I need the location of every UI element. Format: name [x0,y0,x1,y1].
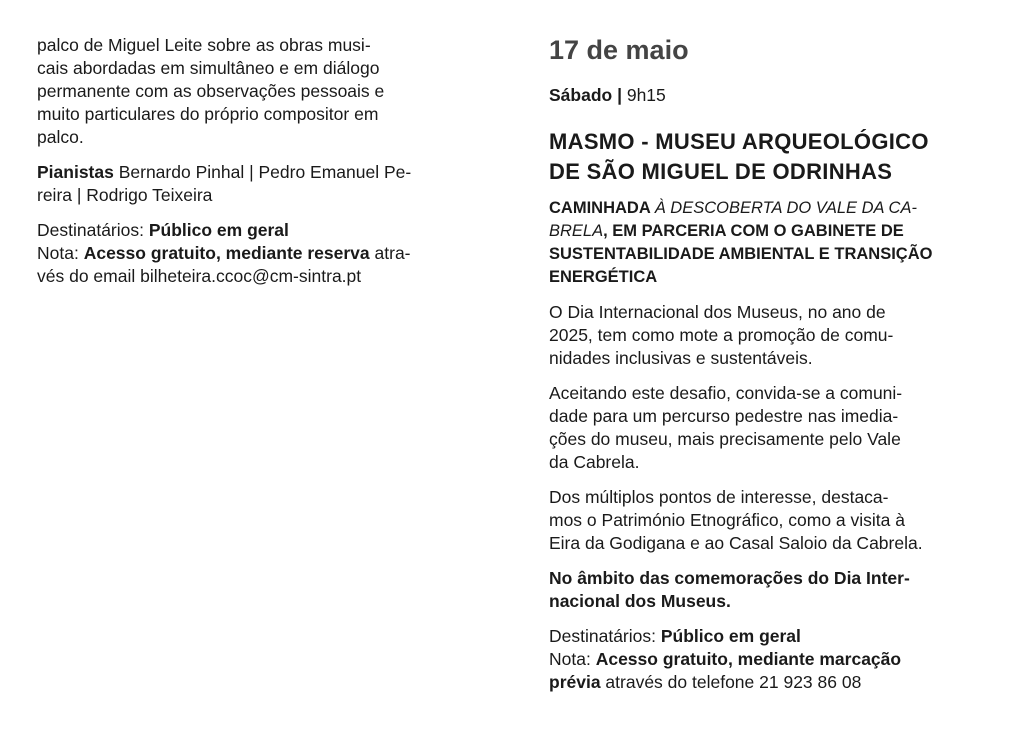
note-bold: Acesso gratuito, mediante marcação [595,649,902,669]
pianists-line [37,161,475,184]
text-line: Aceitando este desafio, convida-se a comuni- [549,383,903,403]
pianists-paragraph [37,161,475,207]
text-line: dade para um percurso pedestre nas imedia- [549,406,899,426]
text-line: mos o Património Etnográfico, como a visita à [549,510,905,530]
intro-paragraph [37,34,475,149]
text-line: ções do museu, mais precisamente pelo Vale [549,429,901,449]
text-line: palco. [37,127,84,147]
note-bold: Acesso gratuito, mediante reserva [83,243,370,263]
audience-label: Destinatários: [549,626,661,646]
text-line: Eira da Godigana e ao Casal Saloio da Cabrela. [549,533,923,553]
body-paragraph-3 [549,486,987,555]
text-line: permanente com as observações pessoais e [37,81,385,101]
note-line [37,242,475,265]
subtitle-bold: , EM PARCERIA COM O GABINETE DE [603,222,904,240]
text-line: 2025, tem como mote a promoção de comu- [549,325,894,345]
event-day: Sábado [549,85,613,105]
pianists-label: Pianistas [37,162,114,182]
day-time-line [549,84,987,107]
venue-line: MASMO - MUSEU ARQUEOLÓGICO [549,129,929,154]
note-line-2 [549,671,987,694]
venue-title [549,127,987,187]
pianists-names-cont: reira | Rodrigo Teixeira [37,185,213,205]
note-phone: através do telefone 21 923 86 08 [600,672,862,692]
audience-value: Público em geral [660,626,801,646]
audience-line [37,219,475,242]
event-subtitle [549,197,987,289]
text-line: cais abordadas em simultâneo e em diálogo [37,58,380,78]
audience-label: Destinatários: [37,220,149,240]
venue-line: DE SÃO MIGUEL DE ODRINHAS [549,159,893,184]
event-time: 9h15 [626,85,666,105]
text-line: O Dia Internacional dos Museus, no ano de [549,302,886,322]
text-line: muito particulares do próprio compositor em [37,104,379,124]
body-paragraph-4 [549,567,987,613]
subtitle-italic: À DESCOBERTA DO VALE DA CA- [654,199,917,217]
note-label: Nota: [549,649,596,669]
info-paragraph [549,625,987,694]
audience-line [549,625,987,648]
subtitle-line: SUSTENTABILIDADE AMBIENTAL E TRANSIÇÃO [549,245,933,263]
left-column [37,34,475,300]
audience-value: Público em geral [148,220,289,240]
note-line [549,648,987,671]
text-line: No âmbito das comemorações do Dia Inter- [549,568,910,588]
info-paragraph [37,219,475,288]
right-column [549,34,987,706]
pianists-names: Bernardo Pinhal | Pedro Emanuel Pe- [113,162,412,182]
text-line: da Cabrela. [549,452,640,472]
body-paragraph-1 [549,301,987,370]
note-bold: prévia [549,672,601,692]
note-rest: atra- [369,243,411,263]
text-line: palco de Miguel Leite sobre as obras musi- [37,35,371,55]
note-email: vés do email bilheteira.ccoc@cm-sintra.pt [37,266,362,286]
body-paragraph-2 [549,382,987,474]
text-line: nidades inclusivas e sustentáveis. [549,348,813,368]
day-separator: | [612,85,627,105]
subtitle-line [549,220,987,243]
text-line: nacional dos Museus. [549,591,731,611]
text-line: Dos múltiplos pontos de interesse, destaca- [549,487,889,507]
subtitle-line [549,197,987,220]
event-date: 17 de maio [549,35,689,65]
note-label: Nota: [37,243,84,263]
subtitle-line: ENERGÉTICA [549,268,658,286]
subtitle-bold: CAMINHADA [549,199,655,217]
subtitle-italic: BRELA [549,222,604,240]
